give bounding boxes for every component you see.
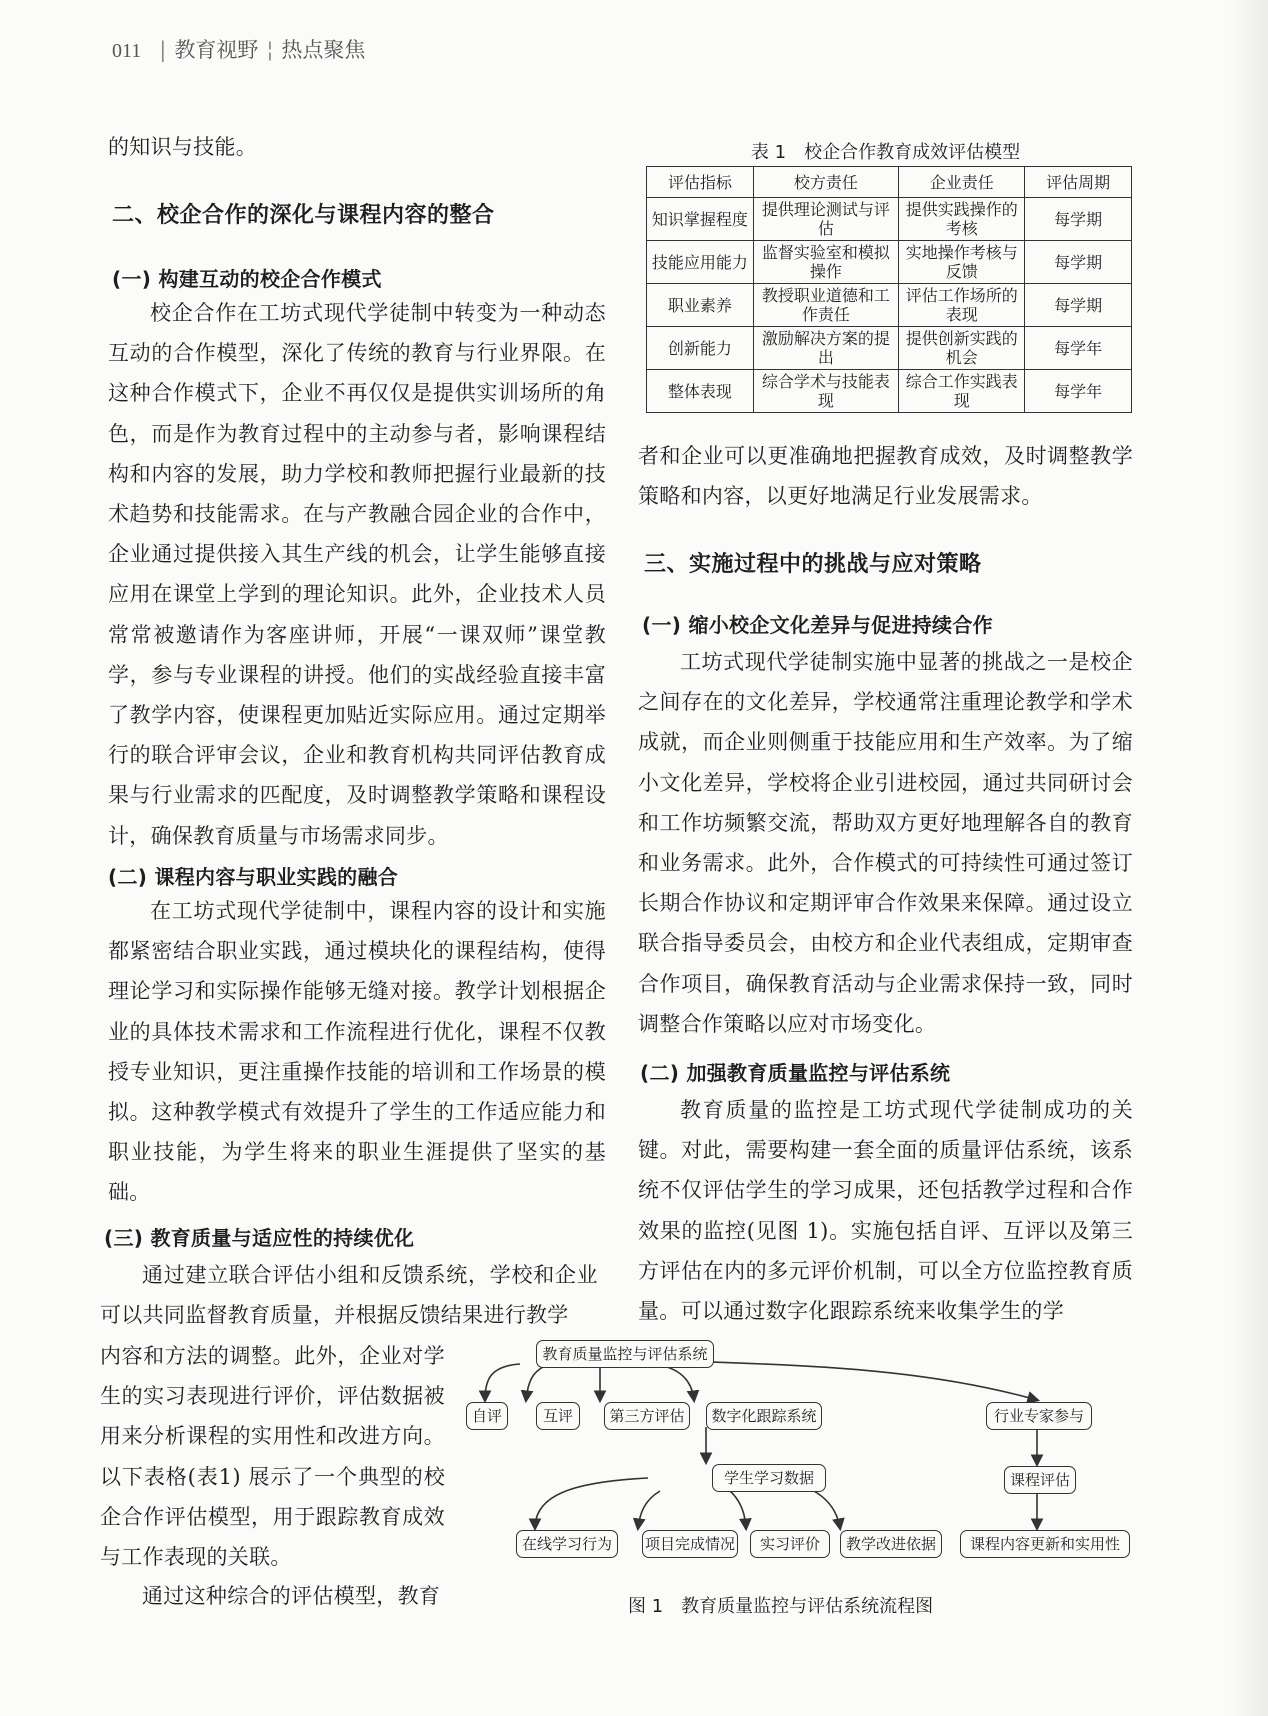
node-peer-eval: 互评 [536,1402,580,1430]
arrow-to-project-completion [638,1491,660,1528]
table-cell: 提供创新实践的机会 [899,327,1025,370]
table-cell: 教授职业道德和工作责任 [753,284,899,327]
table-header-row [647,167,1132,198]
left-continuation-text: 的知识与技能。 [108,135,258,159]
table-cell: 每学期 [1025,198,1132,241]
table-cell: 创新能力 [647,327,754,370]
section-two-heading: 二、校企合作的深化与课程内容的整合 [112,203,495,228]
page-edge-shadow [1228,0,1268,1716]
table-cell: 提供实践操作的考核 [899,198,1025,241]
page-number: 011 [112,40,142,62]
subsection-1-paragraph: 校企合作在工坊式现代学徒制中转变为一种动态互动的合作模型，深化了传统的教育与行业界限。在这种合作模式下，企业不再仅仅是提供实训场所的角色，而是作为教育过程中的主动参与者，影响课程结构和内容的发展，助力学校和教师把握行业最新的技术趋势和技能需求。在与产教融合园企业的合作中，企业通过提供接入其生产线的机会，让学生能够直接应用在课堂上学到的理论知识。此外，企业技术人员常常被邀请作为客座讲师，开展“一课双师”课堂教学，参与专业课程的讲授。他们的实战经验直接丰富了教学内容，使课程更加贴近实际应用。通过定期举行的联合评审会议，企业和教育机构共同评估教育成果与行业需求的匹配度，及时调整教学策略和课程设计，确保教育质量与市场需求同步。 [108,301,606,848]
table-cell: 综合学术与技能表现 [753,370,899,413]
node-teaching-improvement: 教学改进依据 [840,1530,942,1558]
node-self-eval: 自评 [466,1402,508,1430]
table-header-cell: 评估指标 [647,167,754,198]
node-digital-tracking: 数字化跟踪系统 [706,1402,822,1430]
table-cell: 整体表现 [647,370,754,413]
table-cell: 每学期 [1025,241,1132,284]
right-subsection-1-paragraph: 工坊式现代学徒制实施中显著的挑战之一是校企之间存在的文化差异，学校通常注重理论教学和学术成就，而企业则侧重于技能应用和生产效率。为了缩小文化差异，学校将企业引进校园，通过共同研讨会和工作坊频繁交流，帮助双方更好地理解各自的教育和业务需求。此外，合作模式的可持续性可通过签订长期合作协议和定期评审合作效果来保障。通过设立联合指导委员会，由校方和企业代表组成，定期审查合作项目，确保教育活动与企业需求保持一致，同时调整合作策略以应对市场变化。 [638,650,1133,1036]
table-row [647,198,1132,241]
figure-caption: 图 1 教育质量监控与评估系统流程图 [628,1596,934,1617]
table-cell: 每学年 [1025,370,1132,413]
arrow-to-online-behavior [535,1478,648,1528]
header-section: 教育视野 [174,38,259,62]
subsection-3-paragraph-wrap: 内容和方法的调整。此外，企业对学生的实习表现进行评价，评估数据被用来分析课程的实用性和改进方向。以下表格(表1) 展示了一个典型的校企合作评估模型，用于跟踪教育成效与工作表现的关联。 [100,1344,445,1570]
evaluation-model-table [646,166,1132,413]
subsection-3-paragraph-end: 通过这种综合的评估模型，教育 [142,1584,441,1608]
table-cell: 综合工作实践表现 [899,370,1025,413]
subsection-3-paragraph-top: 通过建立联合评估小组和反馈系统，学校和企业可以共同监督教育质量，并根据反馈结果进行教学 [100,1263,598,1328]
table-cell: 每学年 [1025,327,1132,370]
subsection-1-heading: (一) 构建互动的校企合作模式 [112,267,382,291]
right-subsection-2-heading: (二) 加强教育质量监控与评估系统 [640,1061,951,1085]
table-cell: 监督实验室和模拟操作 [753,241,899,284]
table-cell: 知识掌握程度 [647,198,754,241]
table-header-cell: 企业责任 [899,167,1025,198]
node-root-system: 教育质量监控与评估系统 [536,1340,714,1368]
header-column: 热点聚焦 [281,38,366,62]
table-row [647,241,1132,284]
table-header-cell: 评估周期 [1025,167,1132,198]
arrow-to-digital-tracking [660,1365,694,1400]
node-online-behavior: 在线学习行为 [516,1530,618,1558]
subsection-2-paragraph: 在工坊式现代学徒制中，课程内容的设计和实施都紧密结合职业实践，通过模块化的课程结构，使得理论学习和实际操作能够无缝对接。教学计划根据企业的具体技术需求和工作流程进行优化，课程不仅教授专业知识，更注重操作技能的培训和工作场景的模拟。这种教学模式有效提升了学生的工作适应能力和职业技能，为学生将来的职业生涯提供了坚实的基础。 [108,899,606,1205]
table-cell: 技能应用能力 [647,241,754,284]
table-header-cell: 校方责任 [753,167,899,198]
node-project-completion: 项目完成情况 [642,1530,738,1558]
subsection-2-heading: (二) 课程内容与职业实践的融合 [108,865,399,889]
arrow-to-peer-eval [526,1364,550,1400]
table-cell: 激励解决方案的提出 [753,327,899,370]
table-cell: 职业素养 [647,284,754,327]
table-followup-paragraph: 者和企业可以更准确地把握教育成效，及时调整教学策略和内容，以更好地满足行业发展需求。 [638,444,1133,509]
subsection-3-heading: (三) 教育质量与适应性的持续优化 [104,1226,415,1250]
table-row [647,327,1132,370]
arrow-to-self-eval [485,1364,520,1400]
node-industry-experts: 行业专家参与 [986,1402,1092,1430]
arrow-to-internship-eval [730,1491,746,1528]
node-student-data: 学生学习数据 [712,1464,826,1492]
node-internship-eval: 实习评价 [750,1530,830,1558]
table-title: 表 1 校企合作教育成效评估模型 [750,142,1021,163]
node-course-eval: 课程评估 [1004,1466,1076,1494]
table-row [647,284,1132,327]
right-subsection-1-heading: (一) 缩小校企文化差异与促进持续合作 [642,613,993,637]
section-three-heading: 三、实施过程中的挑战与应对策略 [644,552,982,577]
right-subsection-2-paragraph: 教育质量的监控是工坊式现代学徒制成功的关键。对此，需要构建一套全面的质量评估系统，该系统不仅评估学生的学习成果，还包括教学过程和合作效果的监控(见图 1)。实施包括自评、互评以及第三方评估在内的多元评价机制，可以全方位监控教育质量。可以通过数字化跟踪系统来收集学生的学 [638,1098,1133,1324]
running-header: 011 | 教育视野 ¦ 热点聚焦 [112,38,366,62]
arrow-to-industry-experts [712,1362,1037,1400]
table-cell: 提供理论测试与评估 [753,198,899,241]
table-cell: 实地操作考核与反馈 [899,241,1025,284]
table-cell: 每学期 [1025,284,1132,327]
node-course-update: 课程内容更新和实用性 [960,1530,1130,1558]
table-cell: 评估工作场所的表现 [899,284,1025,327]
node-third-party-eval: 第三方评估 [604,1402,690,1430]
flowchart-figure [460,1340,1140,1620]
table-row [647,370,1132,413]
